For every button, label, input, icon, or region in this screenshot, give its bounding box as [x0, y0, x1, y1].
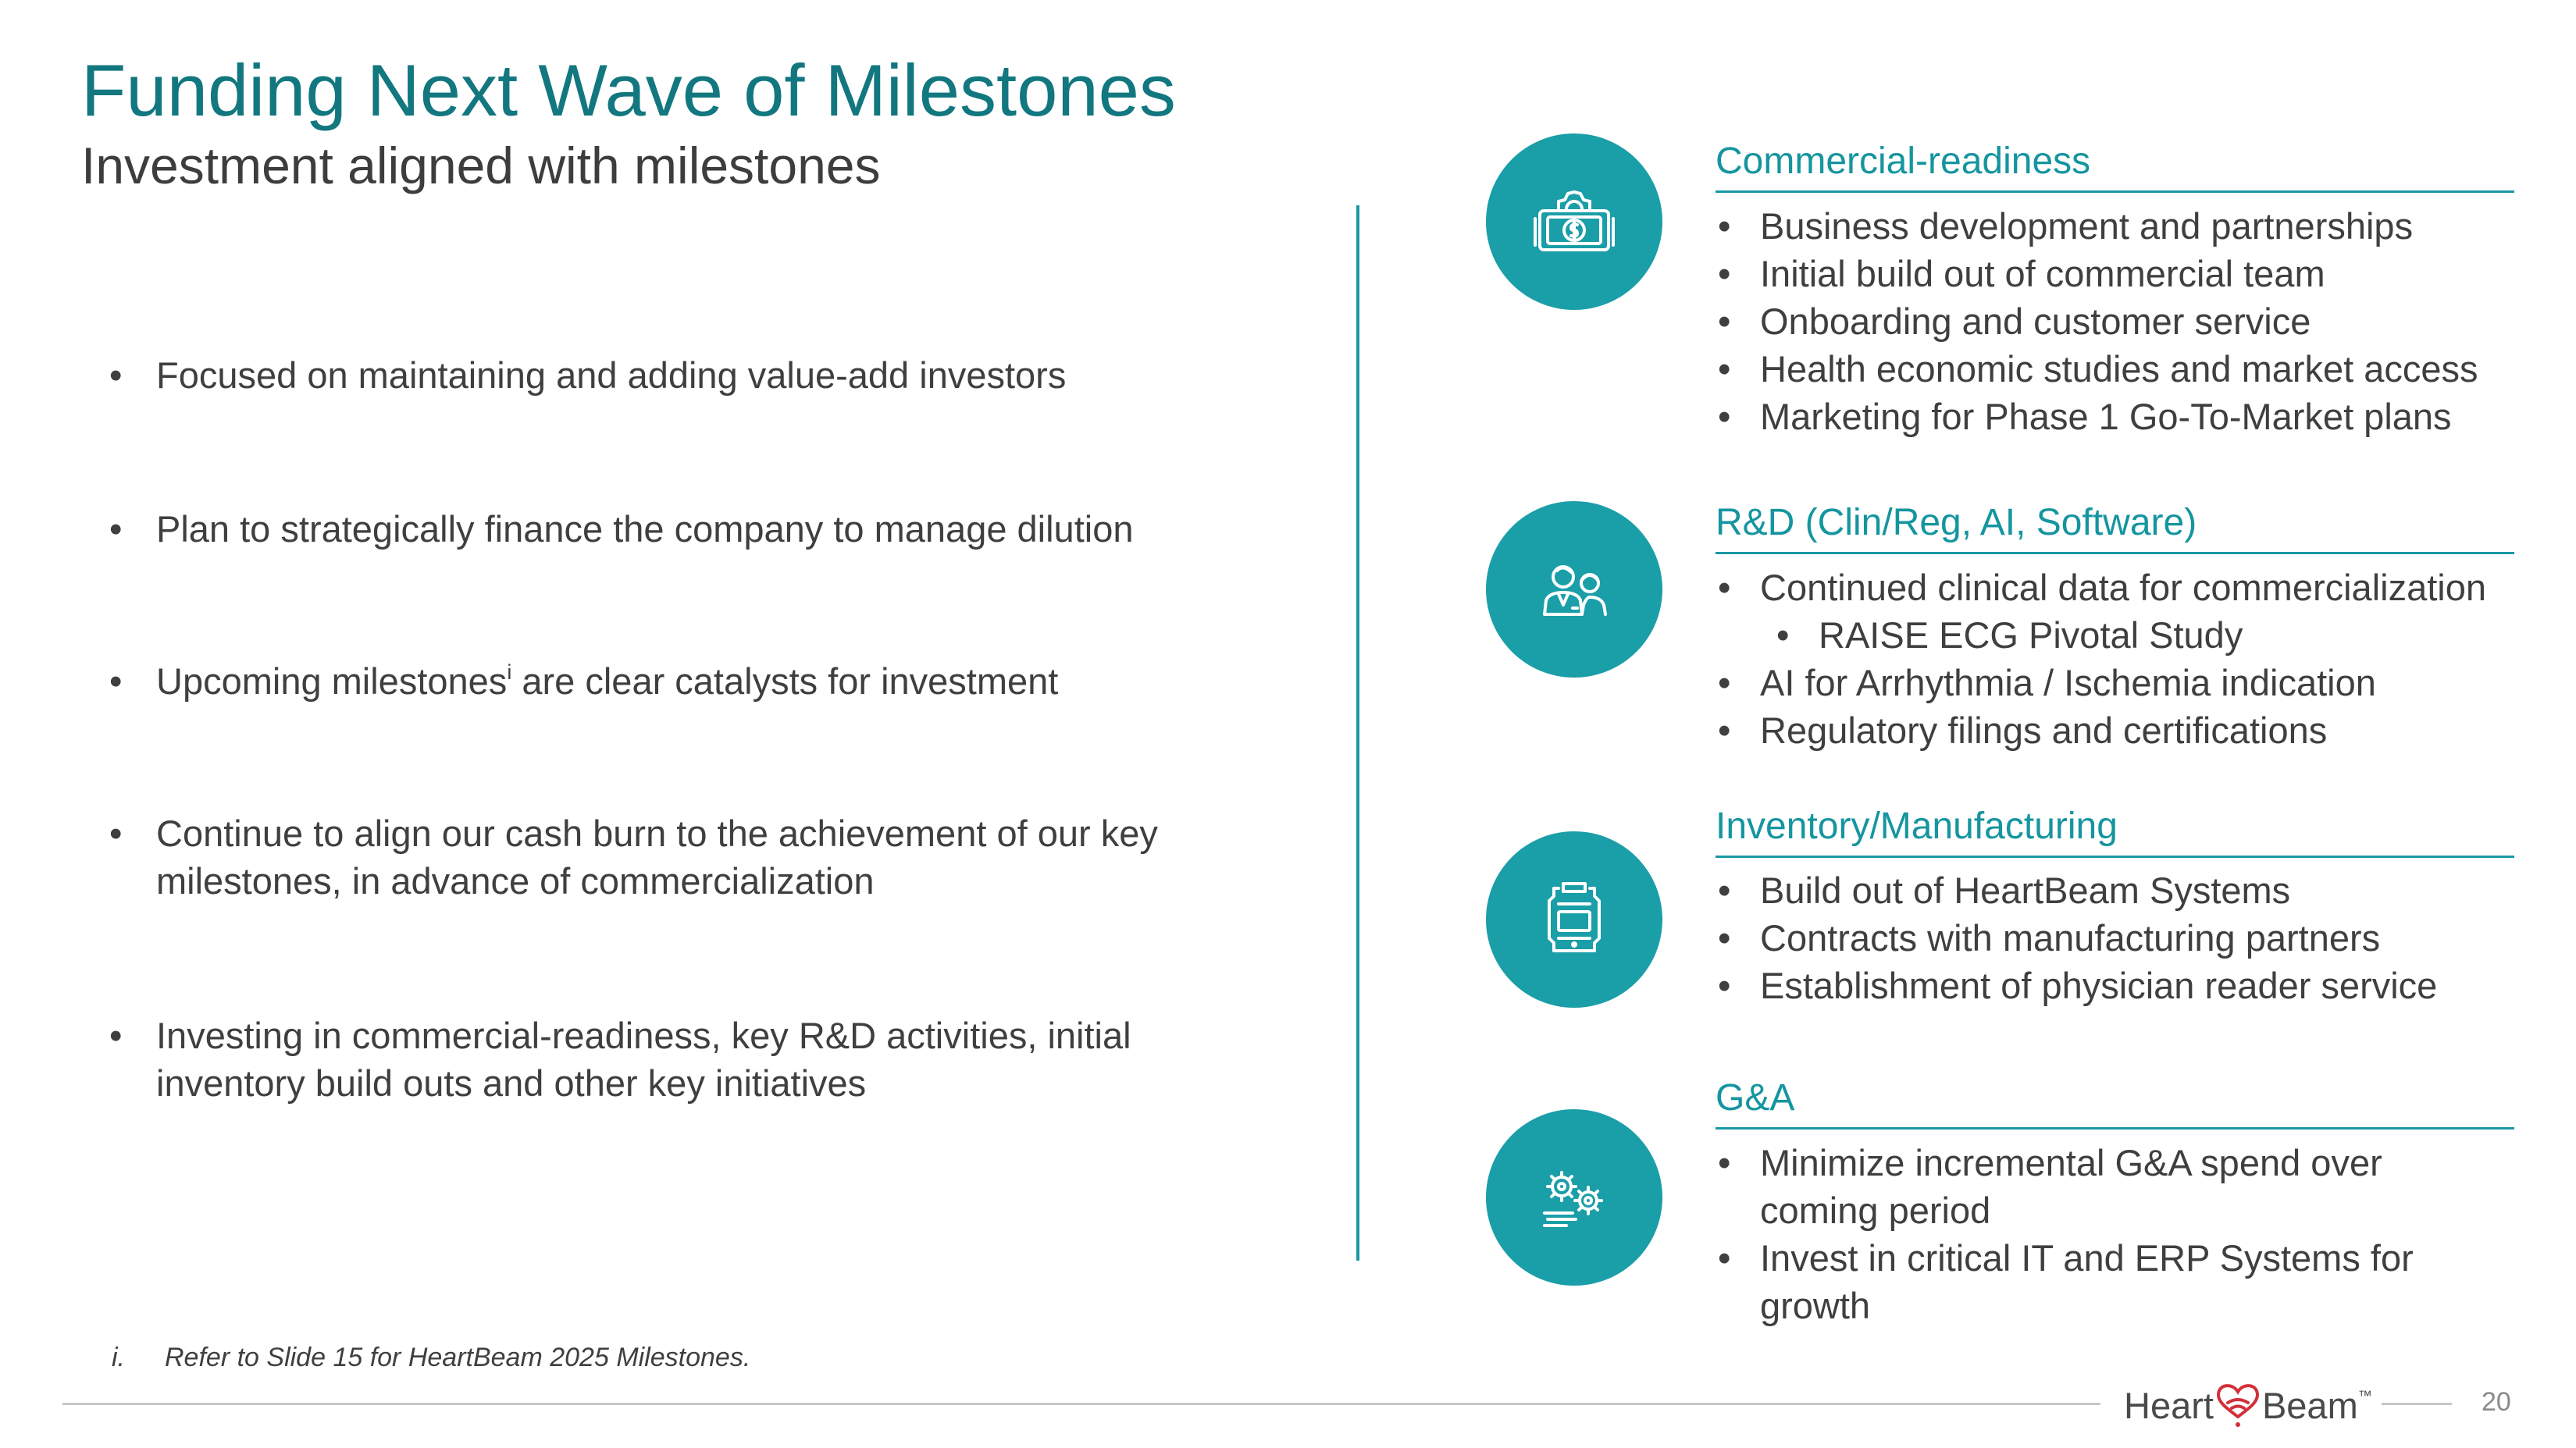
- list-item: • Plan to strategically finance the company to manage dilution: [109, 508, 1134, 550]
- footnote-marker: i: [507, 660, 512, 685]
- logo-text-beam: Beam: [2261, 1384, 2358, 1426]
- list-item: • Onboarding and customer service: [1718, 301, 2311, 342]
- footer-rule-right: [2382, 1403, 2452, 1405]
- list-item: • AI for Arrhythmia / Ischemia indication: [1718, 662, 2376, 703]
- researchers-icon: [1527, 543, 1621, 636]
- bullet-text: Health economic studies and market access: [1760, 348, 2478, 390]
- bullet-text: Plan to strategically finance the company to manage dilution: [156, 508, 1134, 550]
- list-item: • Contracts with manufacturing partners: [1718, 917, 2381, 959]
- heartbeam-logo: [2124, 1378, 2372, 1432]
- section-heading-inventory: Inventory/Manufacturing: [1716, 806, 2118, 847]
- section-underline: [1716, 552, 2514, 554]
- bullet-text: are clear catalysts for investment: [511, 660, 1059, 702]
- list-item: • Marketing for Phase 1 Go-To-Market plans: [1718, 396, 2452, 437]
- commercial-readiness-badge: [1486, 133, 1662, 310]
- logo-trademark: ™: [2357, 1387, 2372, 1404]
- rnd-badge: [1486, 501, 1662, 678]
- bullet-text: Continued clinical data for commercialization: [1760, 567, 2486, 608]
- logo-text-heart: Heart: [2124, 1384, 2214, 1426]
- inventory-badge: [1486, 831, 1662, 1008]
- bullet-text: milestones, in advance of commercialization: [156, 860, 875, 902]
- page-number: 20: [2482, 1387, 2511, 1417]
- bullet-text: Initial build out of commercial team: [1760, 253, 2325, 294]
- bullet-text: Establishment of physician reader service: [1760, 965, 2438, 1006]
- bullet-text: Investing in commercial-readiness, key R&D activities, initial: [156, 1015, 1131, 1056]
- bullet-text: Focused on maintaining and adding value-add investors: [156, 354, 1067, 396]
- bullet-text: Regulatory filings and certifications: [1760, 710, 2328, 751]
- bullet-text: inventory build outs and other key initiatives: [156, 1062, 867, 1104]
- gna-badge: [1486, 1109, 1662, 1286]
- section-heading-rnd: R&D (Clin/Reg, AI, Software): [1716, 502, 2197, 543]
- list-item: • Establishment of physician reader service: [1718, 965, 2438, 1006]
- bullet-text: Onboarding and customer service: [1760, 301, 2311, 342]
- list-item: • Continued clinical data for commercialization: [1718, 567, 2486, 608]
- bullet-text: Build out of HeartBeam Systems: [1760, 870, 2291, 911]
- bullet-text: AI for Arrhythmia / Ischemia indication: [1760, 662, 2376, 703]
- footnote-text: Refer to Slide 15 for HeartBeam 2025 Milestones.: [165, 1343, 751, 1372]
- bullet-text: Business development and partnerships: [1760, 205, 2414, 247]
- footnote: [112, 1343, 750, 1373]
- section-heading-gna: G&A: [1716, 1077, 1795, 1119]
- bullet-text: Contracts with manufacturing partners: [1760, 917, 2381, 959]
- footnote-marker: i.: [112, 1343, 125, 1372]
- list-item: • Investing in commercial-readiness, key R&D activities, initial inventory build outs and other key initiatives: [109, 1015, 1131, 1104]
- vertical-divider: [1356, 205, 1359, 1261]
- section-underline: [1716, 190, 2514, 193]
- bullet-text: Upcoming milestones: [156, 660, 508, 702]
- list-item: • RAISE ECG Pivotal Study: [1776, 614, 2243, 656]
- bullet-text: Invest in critical IT and ERP Systems for: [1760, 1237, 2414, 1279]
- section-heading-commercial-readiness: Commercial-readiness: [1716, 141, 2091, 182]
- clipboard-inventory-icon: [1527, 873, 1621, 966]
- footer-rule: [62, 1403, 2100, 1405]
- list-item: • Continue to align our cash burn to the achievement of our key milestones, in advance of commercialization: [109, 813, 1158, 902]
- list-item: • Focused on maintaining and adding value-add investors: [109, 354, 1067, 396]
- list-item: • Invest in critical IT and ERP Systems for growth: [1718, 1237, 2414, 1326]
- list-item: • Initial build out of commercial team: [1718, 253, 2325, 294]
- bullet-text: Continue to align our cash burn to the achievement of our key: [156, 813, 1158, 854]
- slide-title: Funding Next Wave of Milestones: [81, 49, 1176, 131]
- list-item: • Upcoming milestones$^i$ are clear catalysts for investment: [109, 660, 1059, 702]
- list-item: • Build out of HeartBeam Systems: [1718, 870, 2291, 911]
- list-item: • Business development and partnerships: [1718, 205, 2414, 247]
- bullet-text: Marketing for Phase 1 Go-To-Market plans: [1760, 396, 2452, 437]
- heart-wave-icon: [2215, 1381, 2261, 1429]
- list-item: • Regulatory filings and certifications: [1718, 710, 2328, 751]
- bullet-text: coming period: [1760, 1190, 1991, 1231]
- bullet-text: Minimize incremental G&A spend over: [1760, 1142, 2382, 1183]
- slide-subtitle: Investment aligned with milestones: [81, 137, 881, 194]
- section-underline: [1716, 1127, 2514, 1130]
- bullet-text: growth: [1760, 1285, 1871, 1326]
- money-gear-icon: [1527, 175, 1621, 269]
- bullet-text: RAISE ECG Pivotal Study: [1819, 614, 2243, 656]
- gears-icon: [1527, 1151, 1621, 1244]
- section-underline: [1716, 856, 2514, 858]
- list-item: • Minimize incremental G&A spend over coming period: [1718, 1142, 2382, 1231]
- list-item: • Health economic studies and market access: [1718, 348, 2478, 390]
